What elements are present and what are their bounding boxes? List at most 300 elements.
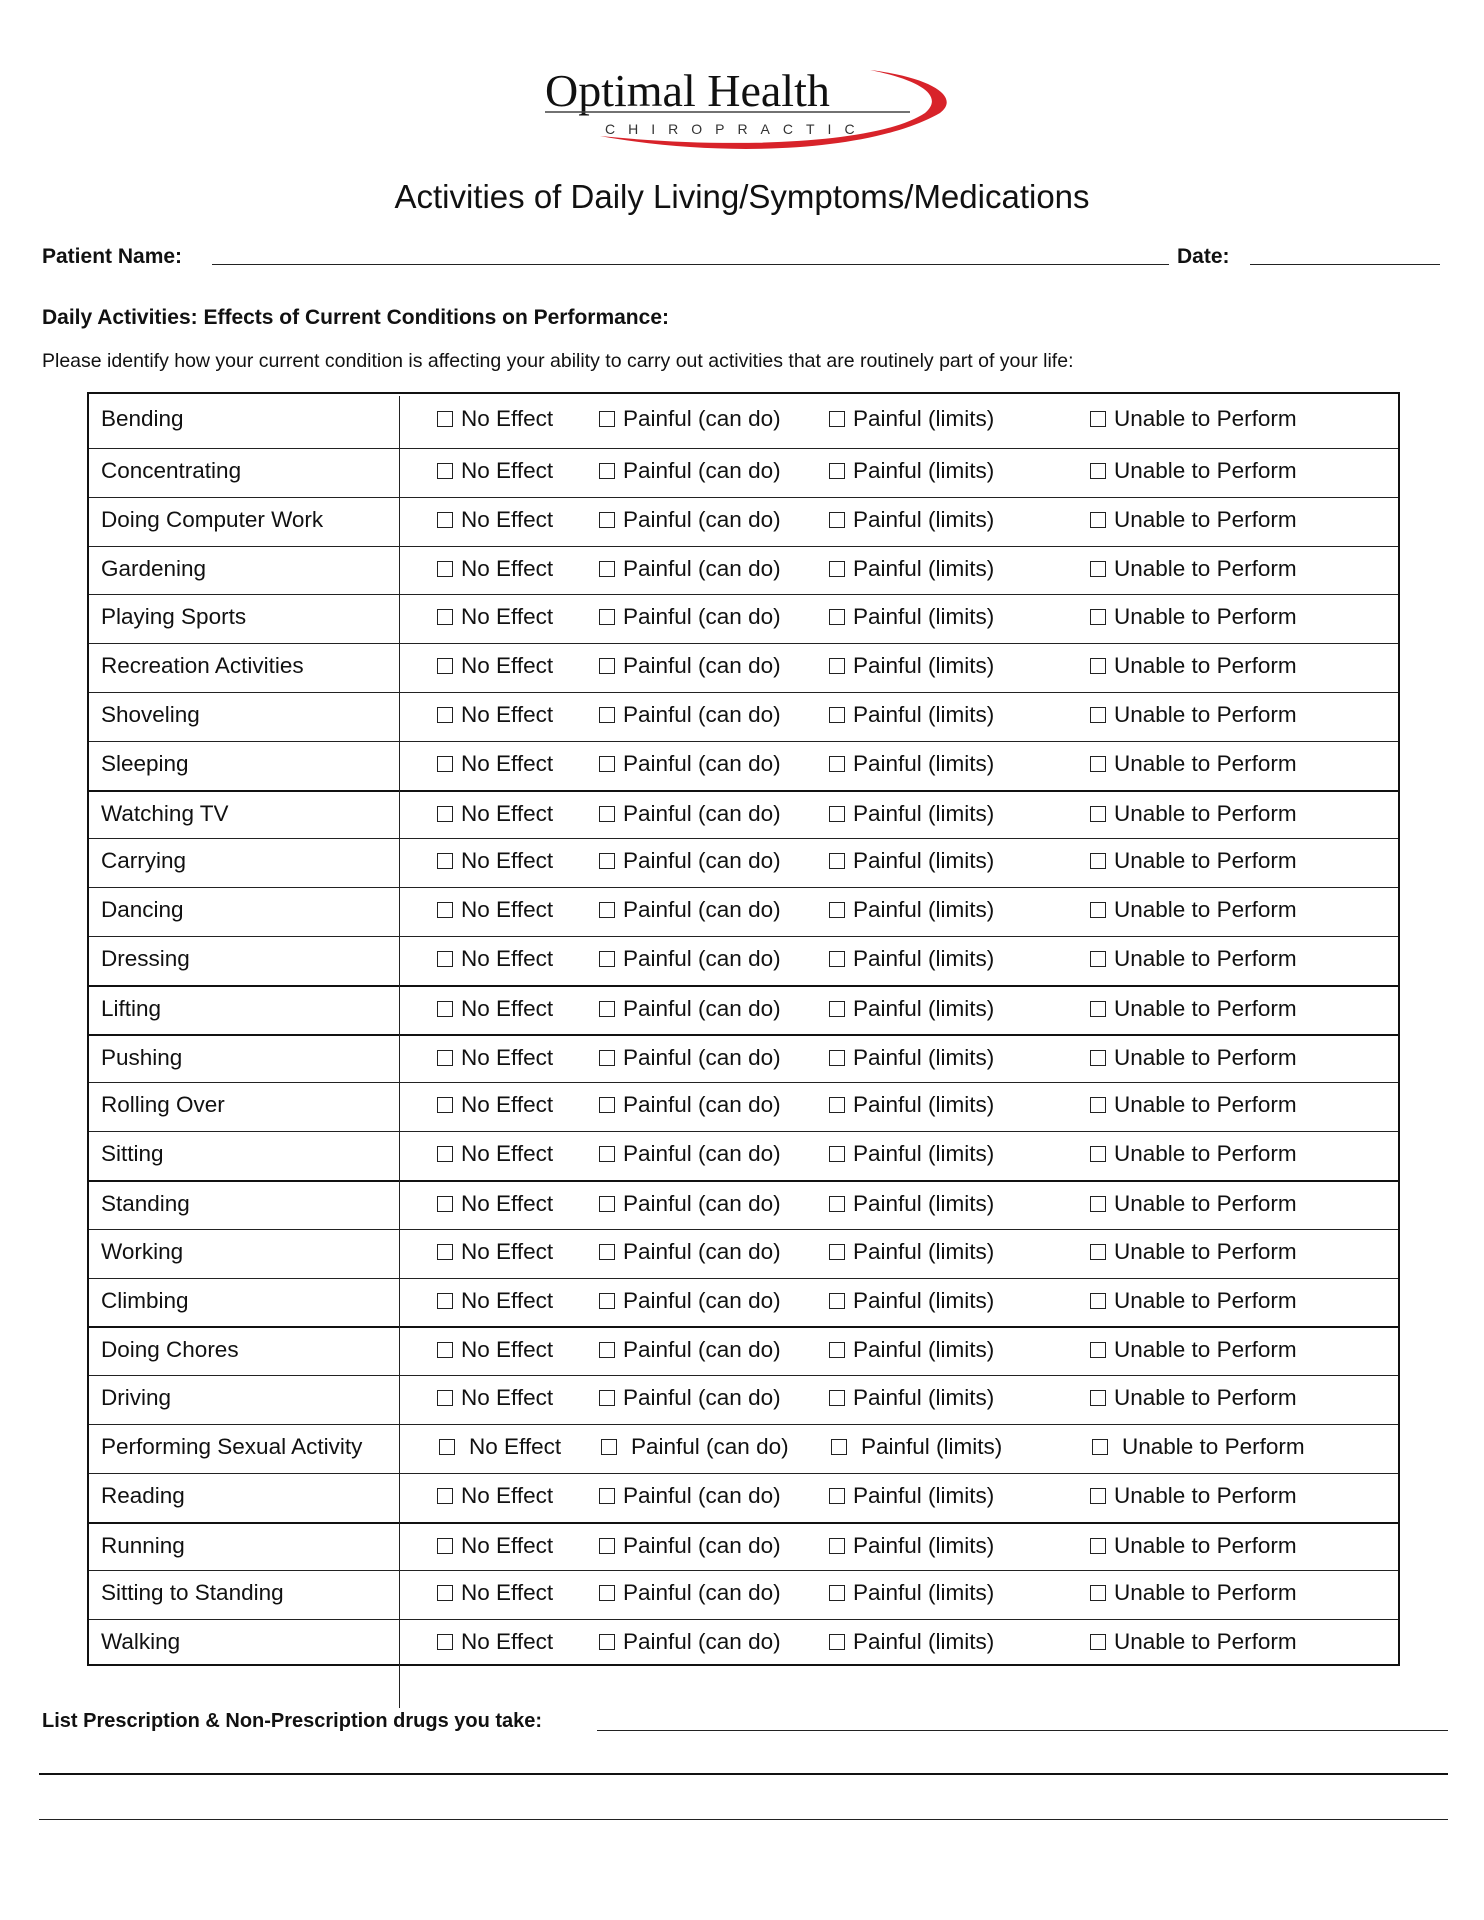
- medications-field-line-1[interactable]: [597, 1730, 1448, 1731]
- checkbox-icon[interactable]: [829, 1097, 845, 1113]
- option-label: Unable to Perform: [1114, 1629, 1297, 1655]
- table-row: [89, 790, 1398, 839]
- checkbox-icon[interactable]: [437, 1146, 453, 1162]
- option-label: Painful (limits): [853, 1191, 995, 1216]
- checkbox-icon[interactable]: [601, 1439, 617, 1455]
- option-unable-to-perform[interactable]: [1090, 1191, 1297, 1217]
- checkbox-icon[interactable]: [599, 512, 615, 528]
- option-painful-can-do[interactable]: [599, 1385, 781, 1411]
- activity-label: Sitting to Standing: [101, 1580, 284, 1606]
- table-row: [89, 1570, 1398, 1619]
- activity-label: Performing Sexual Activity: [101, 1434, 363, 1459]
- checkbox-icon[interactable]: [829, 1488, 845, 1504]
- checkbox-icon[interactable]: [437, 1097, 453, 1113]
- option-no-effect[interactable]: [437, 1191, 553, 1217]
- option-no-effect[interactable]: [437, 848, 553, 874]
- option-painful-can-do[interactable]: [599, 1092, 781, 1118]
- option-label: No Effect: [461, 506, 554, 532]
- option-unable-to-perform[interactable]: [1090, 406, 1297, 432]
- checkbox-icon[interactable]: [437, 609, 453, 625]
- option-painful-limits[interactable]: [829, 751, 994, 777]
- option-label: Unable to Perform: [1114, 506, 1297, 532]
- option-painful-can-do[interactable]: [599, 653, 781, 679]
- medications-field-line-3[interactable]: [39, 1819, 1448, 1820]
- option-label: No Effect: [461, 750, 554, 776]
- option-no-effect[interactable]: [437, 604, 553, 630]
- checkbox-icon[interactable]: [599, 707, 615, 723]
- option-painful-limits[interactable]: [829, 801, 994, 827]
- option-painful-can-do[interactable]: [599, 556, 781, 582]
- option-unable-to-perform[interactable]: [1092, 1434, 1305, 1460]
- option-label: Painful (can do): [623, 555, 781, 581]
- checkbox-icon[interactable]: [437, 561, 453, 577]
- checkbox-icon[interactable]: [829, 1585, 845, 1601]
- option-label: Unable to Perform: [1114, 750, 1297, 776]
- option-unable-to-perform[interactable]: [1090, 1580, 1297, 1606]
- option-label: No Effect: [461, 848, 554, 874]
- checkbox-icon[interactable]: [599, 1342, 615, 1358]
- table-row: [89, 594, 1398, 643]
- checkbox-icon[interactable]: [829, 707, 845, 723]
- option-unable-to-perform[interactable]: [1090, 1533, 1297, 1559]
- option-painful-limits[interactable]: [829, 556, 994, 582]
- option-painful-limits[interactable]: [829, 458, 994, 484]
- activity-label: Shoveling: [101, 702, 200, 727]
- activity-label: Carrying: [101, 848, 187, 874]
- option-label: Painful (can do): [623, 458, 781, 483]
- checkbox-icon[interactable]: [599, 561, 615, 577]
- checkbox-icon[interactable]: [437, 806, 453, 822]
- option-painful-limits[interactable]: [829, 1580, 994, 1606]
- table-row: [89, 1473, 1398, 1522]
- activity-label: Sitting: [101, 1141, 164, 1167]
- checkbox-icon[interactable]: [437, 1244, 453, 1260]
- option-unable-to-perform[interactable]: [1090, 1045, 1297, 1071]
- option-label: Painful (limits): [853, 1337, 995, 1363]
- option-painful-limits[interactable]: [829, 1533, 994, 1559]
- option-painful-can-do[interactable]: [599, 1483, 781, 1509]
- option-no-effect[interactable]: [437, 751, 553, 777]
- option-no-effect[interactable]: [437, 996, 553, 1022]
- option-painful-can-do[interactable]: [599, 604, 781, 630]
- checkbox-icon[interactable]: [599, 853, 615, 869]
- option-label: Painful (can do): [623, 800, 781, 826]
- option-unable-to-perform[interactable]: [1090, 848, 1297, 874]
- option-painful-limits[interactable]: [829, 1045, 994, 1071]
- checkbox-icon[interactable]: [1090, 658, 1106, 674]
- activity-label: Reading: [101, 1482, 185, 1508]
- checkbox-icon[interactable]: [599, 609, 615, 625]
- medications-label: List Prescription & Non-Prescription drugs you take:: [42, 1710, 543, 1732]
- checkbox-icon[interactable]: [1090, 1585, 1106, 1601]
- table-row: [89, 1082, 1398, 1131]
- checkbox-icon[interactable]: [599, 1538, 615, 1554]
- option-unable-to-perform[interactable]: [1090, 946, 1297, 972]
- checkbox-icon[interactable]: [599, 1050, 615, 1066]
- option-label: Unable to Perform: [1114, 946, 1297, 971]
- option-painful-limits[interactable]: [829, 1191, 994, 1217]
- option-label: Painful (limits): [853, 604, 995, 630]
- option-no-effect[interactable]: [437, 702, 553, 728]
- option-label: Painful (limits): [853, 946, 995, 971]
- checkbox-icon[interactable]: [829, 902, 845, 918]
- option-painful-can-do[interactable]: [599, 751, 781, 777]
- checkbox-icon[interactable]: [1090, 1293, 1106, 1309]
- option-no-effect[interactable]: [437, 1385, 553, 1411]
- checkbox-icon[interactable]: [437, 853, 453, 869]
- checkbox-icon[interactable]: [831, 1439, 847, 1455]
- option-label: Painful (can do): [623, 1238, 781, 1264]
- option-painful-can-do[interactable]: [599, 1288, 781, 1314]
- checkbox-icon[interactable]: [437, 756, 453, 772]
- option-no-effect[interactable]: [437, 1580, 553, 1606]
- table-row: [89, 1131, 1398, 1180]
- option-label: Unable to Perform: [1114, 995, 1297, 1021]
- option-painful-limits[interactable]: [829, 653, 994, 679]
- checkbox-icon[interactable]: [829, 1196, 845, 1212]
- checkbox-icon[interactable]: [829, 411, 845, 427]
- checkbox-icon[interactable]: [1090, 756, 1106, 772]
- option-label: Painful (limits): [853, 1629, 995, 1655]
- checkbox-icon[interactable]: [437, 1293, 453, 1309]
- option-painful-limits[interactable]: [829, 1629, 994, 1655]
- option-label: Painful (limits): [853, 1287, 995, 1313]
- option-unable-to-perform[interactable]: [1090, 1092, 1297, 1118]
- option-label: No Effect: [461, 1191, 554, 1216]
- option-painful-limits[interactable]: [829, 1092, 994, 1118]
- option-label: Painful (can do): [623, 702, 781, 727]
- option-painful-can-do[interactable]: [599, 1191, 781, 1217]
- checkbox-icon[interactable]: [829, 1050, 845, 1066]
- table-row: [89, 692, 1398, 741]
- checkbox-icon[interactable]: [1090, 853, 1106, 869]
- checkbox-icon[interactable]: [599, 463, 615, 479]
- option-no-effect[interactable]: [437, 1141, 553, 1167]
- option-label: Painful (can do): [623, 1337, 781, 1363]
- checkbox-icon[interactable]: [1090, 1634, 1106, 1650]
- table-row: [89, 1375, 1398, 1424]
- option-label: Unable to Perform: [1114, 1044, 1297, 1070]
- checkbox-icon[interactable]: [1090, 1146, 1106, 1162]
- option-label: Painful (can do): [623, 946, 781, 971]
- checkbox-icon[interactable]: [1090, 1538, 1106, 1554]
- checkbox-icon[interactable]: [1090, 1097, 1106, 1113]
- checkbox-icon[interactable]: [599, 1293, 615, 1309]
- checkbox-icon[interactable]: [437, 463, 453, 479]
- checkbox-icon[interactable]: [437, 707, 453, 723]
- checkbox-icon[interactable]: [437, 902, 453, 918]
- option-painful-can-do[interactable]: [599, 1045, 781, 1071]
- checkbox-icon[interactable]: [1090, 1001, 1106, 1017]
- option-label: Painful (limits): [853, 458, 995, 483]
- option-painful-can-do[interactable]: [599, 801, 781, 827]
- checkbox-icon[interactable]: [437, 1342, 453, 1358]
- option-painful-limits[interactable]: [829, 897, 994, 923]
- checkbox-icon[interactable]: [1090, 411, 1106, 427]
- option-painful-limits[interactable]: [829, 1141, 994, 1167]
- option-label: No Effect: [461, 1482, 554, 1508]
- option-unable-to-perform[interactable]: [1090, 897, 1297, 923]
- checkbox-icon[interactable]: [437, 411, 453, 427]
- option-no-effect[interactable]: [437, 1045, 553, 1071]
- table-row: [89, 1034, 1398, 1083]
- checkbox-icon[interactable]: [437, 1585, 453, 1601]
- activity-label: Playing Sports: [101, 604, 247, 630]
- checkbox-icon[interactable]: [1090, 1196, 1106, 1212]
- table-row: [89, 1278, 1398, 1327]
- option-unable-to-perform[interactable]: [1090, 1483, 1297, 1509]
- checkbox-icon[interactable]: [1090, 463, 1106, 479]
- checkbox-icon[interactable]: [437, 1050, 453, 1066]
- option-painful-limits[interactable]: [829, 1483, 994, 1509]
- option-unable-to-perform[interactable]: [1090, 1141, 1297, 1167]
- option-label: Painful (limits): [853, 555, 995, 581]
- option-label: No Effect: [461, 1629, 554, 1655]
- option-label: Unable to Perform: [1122, 1434, 1305, 1459]
- option-painful-can-do[interactable]: [599, 1239, 781, 1265]
- checkbox-icon[interactable]: [599, 411, 615, 427]
- table-row: [89, 394, 1398, 448]
- checkbox-icon[interactable]: [829, 609, 845, 625]
- option-no-effect[interactable]: [437, 1483, 553, 1509]
- option-label: Unable to Perform: [1114, 1337, 1297, 1363]
- option-unable-to-perform[interactable]: [1090, 1239, 1297, 1265]
- option-no-effect[interactable]: [437, 1288, 553, 1314]
- checkbox-icon[interactable]: [1090, 806, 1106, 822]
- option-label: Painful (limits): [853, 995, 995, 1021]
- checkbox-icon[interactable]: [1090, 1390, 1106, 1406]
- checkbox-icon[interactable]: [599, 1390, 615, 1406]
- option-label: Painful (can do): [623, 995, 781, 1021]
- checkbox-icon[interactable]: [829, 1244, 845, 1260]
- option-painful-can-do[interactable]: [599, 1337, 781, 1363]
- option-painful-can-do[interactable]: [599, 702, 781, 728]
- checkbox-icon[interactable]: [829, 806, 845, 822]
- checkbox-icon[interactable]: [437, 658, 453, 674]
- checkbox-icon[interactable]: [437, 512, 453, 528]
- activity-label: Dancing: [101, 897, 184, 923]
- checkbox-icon[interactable]: [599, 1634, 615, 1650]
- activity-label: Recreation Activities: [101, 653, 304, 679]
- option-no-effect[interactable]: [437, 1533, 553, 1559]
- date-label: Date:: [1177, 245, 1230, 268]
- option-painful-limits[interactable]: [829, 1385, 994, 1411]
- instructions-text: Please identify how your current condition is affecting your ability to carry out activities that are routinely part of your life:: [42, 350, 1074, 372]
- option-painful-can-do[interactable]: [599, 1533, 781, 1559]
- checkbox-icon[interactable]: [599, 1244, 615, 1260]
- checkbox-icon[interactable]: [599, 756, 615, 772]
- checkbox-icon[interactable]: [829, 1342, 845, 1358]
- option-no-effect[interactable]: [437, 1629, 553, 1655]
- checkbox-icon[interactable]: [437, 1488, 453, 1504]
- option-no-effect[interactable]: [437, 897, 553, 923]
- option-no-effect[interactable]: [437, 406, 553, 432]
- patient-name-field[interactable]: [212, 264, 1169, 265]
- checkbox-icon[interactable]: [437, 1634, 453, 1650]
- option-no-effect[interactable]: [437, 653, 553, 679]
- option-unable-to-perform[interactable]: [1090, 1629, 1297, 1655]
- checkbox-icon[interactable]: [829, 1293, 845, 1309]
- option-painful-can-do[interactable]: [599, 1141, 781, 1167]
- option-label: Painful (can do): [623, 1532, 781, 1558]
- option-label: No Effect: [461, 406, 554, 431]
- option-painful-can-do[interactable]: [601, 1434, 789, 1460]
- option-painful-limits[interactable]: [829, 507, 994, 533]
- table-row: [89, 1424, 1398, 1473]
- checkbox-icon[interactable]: [599, 951, 615, 967]
- option-painful-can-do[interactable]: [599, 458, 781, 484]
- checkbox-icon[interactable]: [437, 1538, 453, 1554]
- option-unable-to-perform[interactable]: [1090, 1288, 1297, 1314]
- checkbox-icon[interactable]: [599, 902, 615, 918]
- option-painful-can-do[interactable]: [599, 1580, 781, 1606]
- option-unable-to-perform[interactable]: [1090, 556, 1297, 582]
- option-painful-limits[interactable]: [829, 604, 994, 630]
- option-unable-to-perform[interactable]: [1090, 653, 1297, 679]
- checkbox-icon[interactable]: [599, 806, 615, 822]
- activity-label: Lifting: [101, 995, 162, 1021]
- checkbox-icon[interactable]: [437, 1390, 453, 1406]
- checkbox-icon[interactable]: [829, 1538, 845, 1554]
- checkbox-icon[interactable]: [599, 1001, 615, 1017]
- option-label: No Effect: [469, 1434, 562, 1459]
- checkbox-icon[interactable]: [829, 658, 845, 674]
- option-painful-can-do[interactable]: [599, 946, 781, 972]
- option-label: Unable to Perform: [1114, 1482, 1297, 1508]
- activity-label: Gardening: [101, 555, 207, 581]
- option-unable-to-perform[interactable]: [1090, 751, 1297, 777]
- activity-label: Driving: [101, 1385, 172, 1411]
- option-painful-can-do[interactable]: [599, 1629, 781, 1655]
- checkbox-icon[interactable]: [1090, 1050, 1106, 1066]
- option-unable-to-perform[interactable]: [1090, 1385, 1297, 1411]
- table-row: [89, 643, 1398, 692]
- option-label: Painful (limits): [853, 1092, 995, 1118]
- checkbox-icon[interactable]: [599, 1097, 615, 1113]
- option-label: Painful (can do): [623, 1287, 781, 1313]
- activity-label: Pushing: [101, 1044, 183, 1070]
- option-label: Painful (can do): [623, 1092, 781, 1118]
- option-painful-limits[interactable]: [829, 1288, 994, 1314]
- option-unable-to-perform[interactable]: [1090, 996, 1297, 1022]
- option-no-effect[interactable]: [437, 556, 553, 582]
- activity-label: Working: [101, 1238, 184, 1264]
- option-label: Unable to Perform: [1114, 1287, 1297, 1313]
- checkbox-icon[interactable]: [1090, 902, 1106, 918]
- checkbox-icon[interactable]: [437, 1001, 453, 1017]
- option-label: Unable to Perform: [1114, 1532, 1297, 1558]
- checkbox-icon[interactable]: [829, 1390, 845, 1406]
- checkbox-icon[interactable]: [439, 1439, 455, 1455]
- option-unable-to-perform[interactable]: [1090, 1337, 1297, 1363]
- date-field[interactable]: [1250, 264, 1440, 265]
- logo-swoosh-icon: [540, 58, 950, 153]
- option-painful-limits[interactable]: [831, 1434, 1002, 1460]
- option-no-effect[interactable]: [439, 1434, 561, 1460]
- option-unable-to-perform[interactable]: [1090, 801, 1297, 827]
- checkbox-icon[interactable]: [829, 1634, 845, 1650]
- checkbox-icon[interactable]: [599, 1196, 615, 1212]
- option-painful-can-do[interactable]: [599, 996, 781, 1022]
- checkbox-icon[interactable]: [829, 463, 845, 479]
- option-label: Painful (limits): [853, 1385, 995, 1411]
- option-no-effect[interactable]: [437, 1337, 553, 1363]
- checkbox-icon[interactable]: [1090, 561, 1106, 577]
- option-label: Painful (can do): [623, 1482, 781, 1508]
- option-unable-to-perform[interactable]: [1090, 507, 1297, 533]
- option-label: No Effect: [461, 1287, 554, 1313]
- checkbox-icon[interactable]: [1090, 1244, 1106, 1260]
- checkbox-icon[interactable]: [829, 1001, 845, 1017]
- checkbox-icon[interactable]: [1090, 707, 1106, 723]
- checkbox-icon[interactable]: [1092, 1439, 1108, 1455]
- option-no-effect[interactable]: [437, 801, 553, 827]
- checkbox-icon[interactable]: [1090, 512, 1106, 528]
- checkbox-icon[interactable]: [437, 951, 453, 967]
- checkbox-icon[interactable]: [599, 1488, 615, 1504]
- option-label: Painful (limits): [853, 848, 995, 874]
- option-label: Unable to Perform: [1114, 1191, 1297, 1216]
- checkbox-icon[interactable]: [1090, 1342, 1106, 1358]
- option-unable-to-perform[interactable]: [1090, 604, 1297, 630]
- option-label: Painful (can do): [623, 897, 781, 923]
- option-painful-can-do[interactable]: [599, 406, 781, 432]
- option-no-effect[interactable]: [437, 946, 553, 972]
- checkbox-icon[interactable]: [437, 1196, 453, 1212]
- checkbox-icon[interactable]: [829, 756, 845, 772]
- checkbox-icon[interactable]: [1090, 609, 1106, 625]
- checkbox-icon[interactable]: [829, 951, 845, 967]
- checkbox-icon[interactable]: [829, 512, 845, 528]
- option-unable-to-perform[interactable]: [1090, 458, 1297, 484]
- activity-label: Walking: [101, 1629, 181, 1655]
- option-label: No Effect: [461, 555, 554, 581]
- option-painful-can-do[interactable]: [599, 848, 781, 874]
- option-painful-limits[interactable]: [829, 1239, 994, 1265]
- option-label: No Effect: [461, 1337, 554, 1363]
- option-painful-limits[interactable]: [829, 702, 994, 728]
- option-label: Painful (limits): [853, 800, 995, 826]
- table-column-divider: [399, 396, 400, 1708]
- option-no-effect[interactable]: [437, 458, 553, 484]
- option-painful-limits[interactable]: [829, 1337, 994, 1363]
- option-no-effect[interactable]: [437, 1092, 553, 1118]
- option-painful-limits[interactable]: [829, 406, 994, 432]
- option-label: No Effect: [461, 1141, 554, 1167]
- option-unable-to-perform[interactable]: [1090, 702, 1297, 728]
- checkbox-icon[interactable]: [829, 561, 845, 577]
- option-painful-can-do[interactable]: [599, 897, 781, 923]
- checkbox-icon[interactable]: [599, 1146, 615, 1162]
- checkbox-icon[interactable]: [1090, 951, 1106, 967]
- option-label: Unable to Perform: [1114, 1092, 1297, 1118]
- option-painful-limits[interactable]: [829, 996, 994, 1022]
- activity-label: Concentrating: [101, 458, 242, 483]
- option-no-effect[interactable]: [437, 1239, 553, 1265]
- medications-field-line-2[interactable]: [39, 1773, 1448, 1775]
- option-painful-limits[interactable]: [829, 848, 994, 874]
- checkbox-icon[interactable]: [599, 658, 615, 674]
- checkbox-icon[interactable]: [829, 1146, 845, 1162]
- checkbox-icon[interactable]: [599, 1585, 615, 1601]
- option-painful-limits[interactable]: [829, 946, 994, 972]
- option-painful-can-do[interactable]: [599, 507, 781, 533]
- checkbox-icon[interactable]: [829, 853, 845, 869]
- option-no-effect[interactable]: [437, 507, 553, 533]
- checkbox-icon[interactable]: [1090, 1488, 1106, 1504]
- option-label: Painful (can do): [623, 1044, 781, 1070]
- option-label: Painful (limits): [853, 1044, 995, 1070]
